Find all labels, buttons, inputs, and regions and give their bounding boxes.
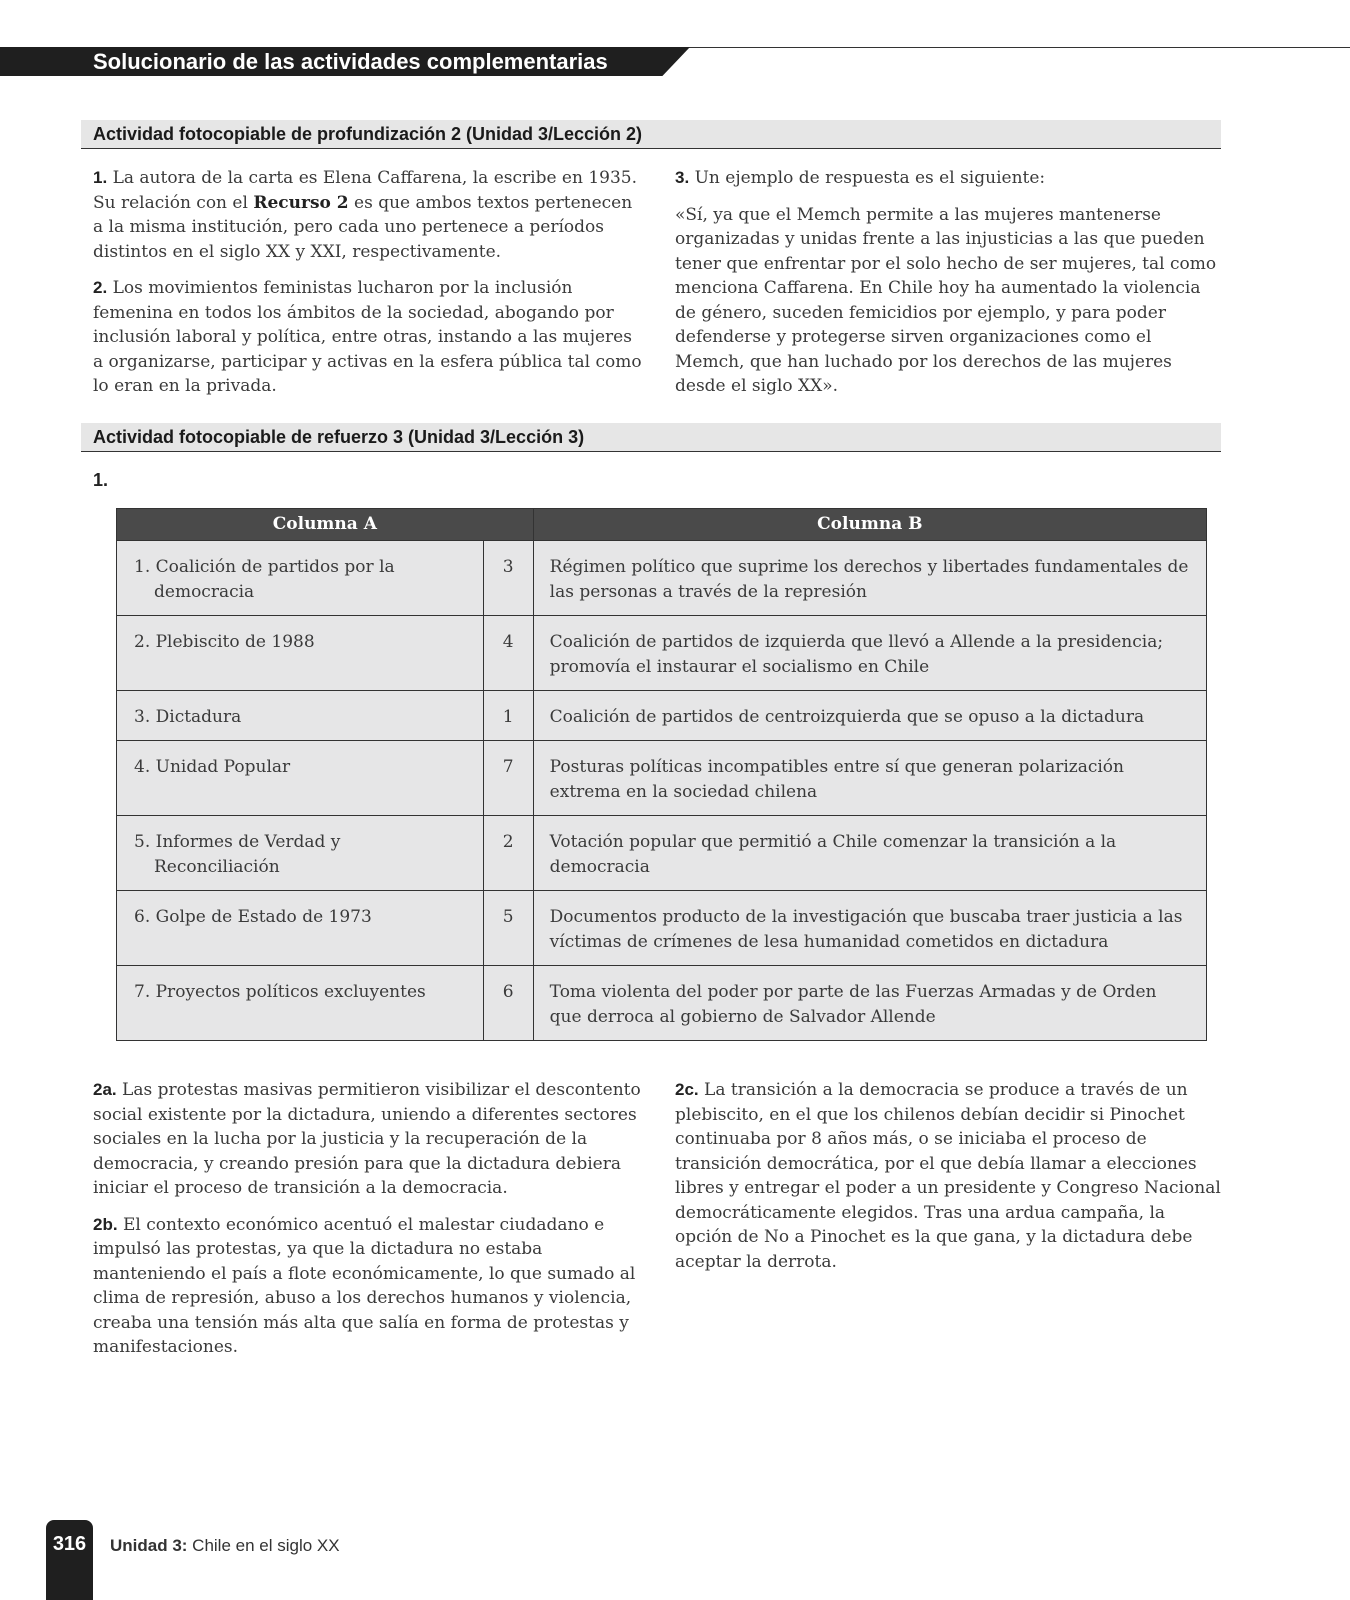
- section2-left-column: [93, 1078, 643, 1372]
- answer-number-cell: 6: [483, 966, 533, 1041]
- column-b-header: Columna B: [533, 509, 1206, 541]
- footer-unit: [110, 1536, 340, 1556]
- column-b-cell: Coalición de partidos de centroizquierda que se opuso a la dictadura: [533, 691, 1206, 741]
- section2-right-column: [675, 1078, 1225, 1286]
- column-a-cell: 6. Golpe de Estado de 1973: [117, 891, 484, 966]
- answer-2b: 2b. El contexto económico acentuó el malestar ciudadano e impulsó las protestas, ya que la dictadura no estaba manteniendo el país a flote económicamente, lo que sumado al clima de represión, abuso a los derechos humanos y violencia, creaba una tensión más alta que salía en forma de protestas y manifestaciones.: [93, 1214, 636, 1357]
- footer-unit-label: Unidad 3:: [110, 1536, 188, 1555]
- column-b-cell: Coalición de partidos de izquierda que llevó a Allende a la presidencia; promovía el instaurar el socialismo en Chile: [533, 616, 1206, 691]
- table-row: [117, 741, 1207, 816]
- section1-header: [81, 120, 1221, 149]
- answer-2c: 2c. La transición a la democracia se produce a través de un plebiscito, en el que los chilenos debían decidir si Pinochet continuaba por 8 años más, o se iniciaba el proceso de transición democrática, por el que debía llamar a elecciones libres y entregar el poder a un presidente y Congreso Nacional democráticamente elegidos. Tras una ardua campaña, la opción de No a Pinochet es la que gana, y la dictadura debe aceptar la derrota.: [675, 1080, 1221, 1272]
- column-a-cell: 2. Plebiscito de 1988: [117, 616, 484, 691]
- answer-3-quote: «Sí, ya que el Memch permite a las mujeres mantenerse organizadas y unidas frente a las injusticias a las que pueden tener que enfrentar por el solo hecho de ser mujeres, tal como menciona Caffarena. En Chile hoy ha aumentado la violencia de género, suceden femicidios por ejemplo, y para poder defenderse y protegerse sirven organizaciones como el Memch, que han luchado por los derechos de las mujeres desde el siglo XX».: [675, 204, 1217, 396]
- header-rule: [650, 47, 1350, 48]
- answer-number-cell: 7: [483, 741, 533, 816]
- table-row: [117, 966, 1207, 1041]
- answer-number-cell: 4: [483, 616, 533, 691]
- page-number-tab: [46, 1520, 93, 1600]
- column-b-cell: Votación popular que permitió a Chile comenzar la transición a la democracia: [533, 816, 1206, 891]
- answer-2: 2. Los movimientos feministas lucharon por la inclusión femenina en todos los ámbitos de la sociedad, abogando por inclusión laboral y política, entre otras, instando a las mujeres a organizarse, participar y activas en la esfera pública tal como lo eran en la privada.: [93, 278, 642, 396]
- column-a-cell: 4. Unidad Popular: [117, 741, 484, 816]
- table-row: [117, 541, 1207, 616]
- section2-title: Actividad fotocopiable de refuerzo 3 (Unidad 3/Lección 3): [93, 427, 585, 447]
- section1-title: Actividad fotocopiable de profundización 2 (Unidad 3/Lección 2): [93, 124, 643, 144]
- table-row: [117, 691, 1207, 741]
- column-a-cell: 7. Proyectos políticos excluyentes: [117, 966, 484, 1041]
- matching-table: [116, 508, 1207, 1041]
- table-header-row: [117, 509, 1207, 541]
- section1-right-column: [675, 166, 1225, 411]
- table-row: [117, 816, 1207, 891]
- column-a-cell: 1. Coalición de partidos por la democracia: [117, 541, 484, 616]
- column-b-cell: Régimen político que suprime los derechos y libertades fundamentales de las personas a través de la represión: [533, 541, 1206, 616]
- section2-header: [81, 423, 1221, 452]
- page-number: 316: [52, 1533, 87, 1555]
- page-header-title: Solucionario de las actividades complementarias: [93, 49, 608, 74]
- answer-number-cell: 3: [483, 541, 533, 616]
- column-a-cell: 5. Informes de Verdad y Reconciliación: [117, 816, 484, 891]
- section1-left-column: [93, 166, 643, 411]
- table-row: [117, 616, 1207, 691]
- item-1-label: 1.: [93, 470, 109, 490]
- table-row: [117, 891, 1207, 966]
- answer-number-cell: 2: [483, 816, 533, 891]
- answer-2a: 2a. Las protestas masivas permitieron visibilizar el descontento social existente por la dictadura, uniendo a diferentes sectores sociales en la lucha por la justicia y la recuperación de la democracia, y creando presión para que la dictadura debiera iniciar el proceso de transición a la democracia.: [93, 1080, 641, 1198]
- answer-3: 3. Un ejemplo de respuesta es el siguiente:: [675, 168, 1046, 188]
- answer-number-cell: 1: [483, 691, 533, 741]
- answer-1: 1. La autora de la carta es Elena Caffarena, la escribe en 1935. Su relación con el Recurso 2 es que ambos textos pertenecen a la misma institución, pero cada uno pertenece a períodos distintos en el siglo XX y XXI, respectivamente.: [93, 168, 638, 262]
- column-b-cell: Toma violenta del poder por parte de las Fuerzas Armadas y de Orden que derroca al gobierno de Salvador Allende: [533, 966, 1206, 1041]
- footer-unit-title: Chile en el siglo XX: [187, 1536, 340, 1555]
- column-b-cell: Documentos producto de la investigación que buscaba traer justicia a las víctimas de crímenes de lesa humanidad cometidos en dictadura: [533, 891, 1206, 966]
- column-a-cell: 3. Dictadura: [117, 691, 484, 741]
- column-a-header: Columna A: [117, 509, 534, 541]
- column-b-cell: Posturas políticas incompatibles entre sí que generan polarización extrema en la sociedad chilena: [533, 741, 1206, 816]
- answer-number-cell: 5: [483, 891, 533, 966]
